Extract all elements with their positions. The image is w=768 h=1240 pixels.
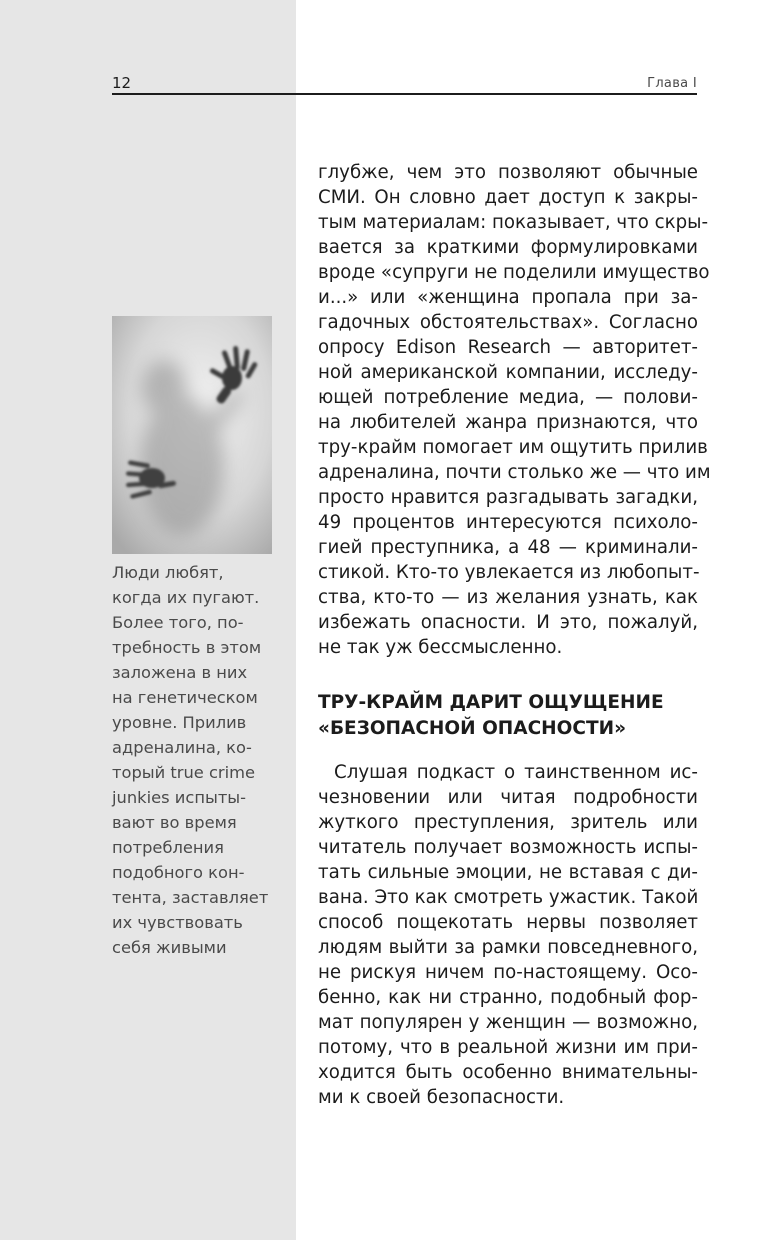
text-line: стикой. Кто-то увлекается из любопыт- <box>318 562 700 583</box>
text-line: ства, кто-то — из желания узнать, как <box>318 587 698 608</box>
text-line: СМИ. Он словно дает доступ к закры- <box>318 187 698 208</box>
running-head: Глава I <box>647 76 697 91</box>
text-line: вана. Это как смотреть ужастик. Такой <box>318 887 699 908</box>
frosted-glass-photo <box>112 316 272 554</box>
text-line: и...» или «женщина пропала при за- <box>318 287 698 308</box>
header-rule <box>112 93 697 95</box>
page-number: 12 <box>112 74 132 92</box>
photo-caption <box>112 560 282 960</box>
caption-line: себя живыми <box>112 938 227 957</box>
body-paragraph-2 <box>318 760 698 1110</box>
heading-line: ТРУ-КРАЙМ ДАРИТ ОЩУЩЕНИЕ <box>318 692 664 713</box>
text-line: потому, что в реальной жизни им при- <box>318 1037 698 1058</box>
text-line: не рискуя ничем по-настоящему. Осо- <box>318 962 698 983</box>
caption-line: потребления <box>112 838 224 857</box>
text-line: тым материалам: показывает, что скры- <box>318 212 709 233</box>
caption-line: вают во время <box>112 813 237 832</box>
caption-line: торый true crime <box>112 763 256 782</box>
text-line: ющей потребление медиа, — полови- <box>318 387 698 408</box>
text-line: мат популярен у женщин — возможно, <box>318 1012 698 1033</box>
text-line: вроде «супруги не поделили имущество <box>318 262 710 283</box>
text-line: ной американской компании, исследу- <box>318 362 698 383</box>
text-line: бенно, как ни странно, подобный фор- <box>318 987 698 1008</box>
text-line: избежать опасности. И это, пожалуй, <box>318 612 698 633</box>
text-line: ходится быть особенно внимательны- <box>318 1062 698 1083</box>
text-line: тать сильные эмоции, не вставая с ди- <box>318 862 698 883</box>
caption-line: тента, заставляет <box>112 888 269 907</box>
caption-line: требность в этом <box>112 638 262 657</box>
caption-line: заложена в них <box>112 663 248 682</box>
text-line: глубже, чем это позволяют обычные <box>318 162 698 183</box>
body-paragraph-1 <box>318 160 711 660</box>
caption-line: Люди любят, <box>112 563 224 582</box>
text-line: опросу Edison Research — авторитет- <box>318 337 698 358</box>
text-line: Слушая подкаст о таинственном ис- <box>334 762 698 783</box>
text-line: не так уж бессмысленно. <box>318 637 563 658</box>
text-line: чезновении или читая подробности <box>318 787 698 808</box>
text-line: адреналина, почти столько же — что им <box>318 462 711 483</box>
caption-line: junkies испыты- <box>112 788 247 807</box>
caption-line: адреналина, ко- <box>112 738 252 757</box>
text-line: ми к своей безопасности. <box>318 1087 565 1108</box>
text-line: 49 процентов интересуются психоло- <box>318 512 698 533</box>
caption-line: уровне. Прилив <box>112 713 247 732</box>
caption-line: на генетическом <box>112 688 258 707</box>
text-line: гадочных обстоятельствах». Согласно <box>318 312 698 333</box>
text-line: жуткого преступления, зритель или <box>318 812 698 833</box>
text-line: гией преступника, а 48 — криминали- <box>318 537 698 558</box>
text-line: людям выйти за рамки повседневного, <box>318 937 698 958</box>
section-heading <box>318 690 698 742</box>
heading-line: «БЕЗОПАСНОЙ ОПАСНОСТИ» <box>318 718 627 739</box>
caption-line: Более того, по- <box>112 613 244 632</box>
text-line: читатель получает возможность испы- <box>318 837 698 858</box>
text-line: просто нравится разгадывать загадки, <box>318 487 698 508</box>
caption-line: их чувствовать <box>112 913 243 932</box>
text-line: тру-крайм помогает им ощутить прилив <box>318 437 708 458</box>
caption-line: когда их пугают. <box>112 588 260 607</box>
text-line: на любителей жанра признаются, что <box>318 412 698 433</box>
caption-line: подобного кон- <box>112 863 245 882</box>
text-line: способ пощекотать нервы позволяет <box>318 912 698 933</box>
text-line: вается за краткими формулировками <box>318 237 698 258</box>
